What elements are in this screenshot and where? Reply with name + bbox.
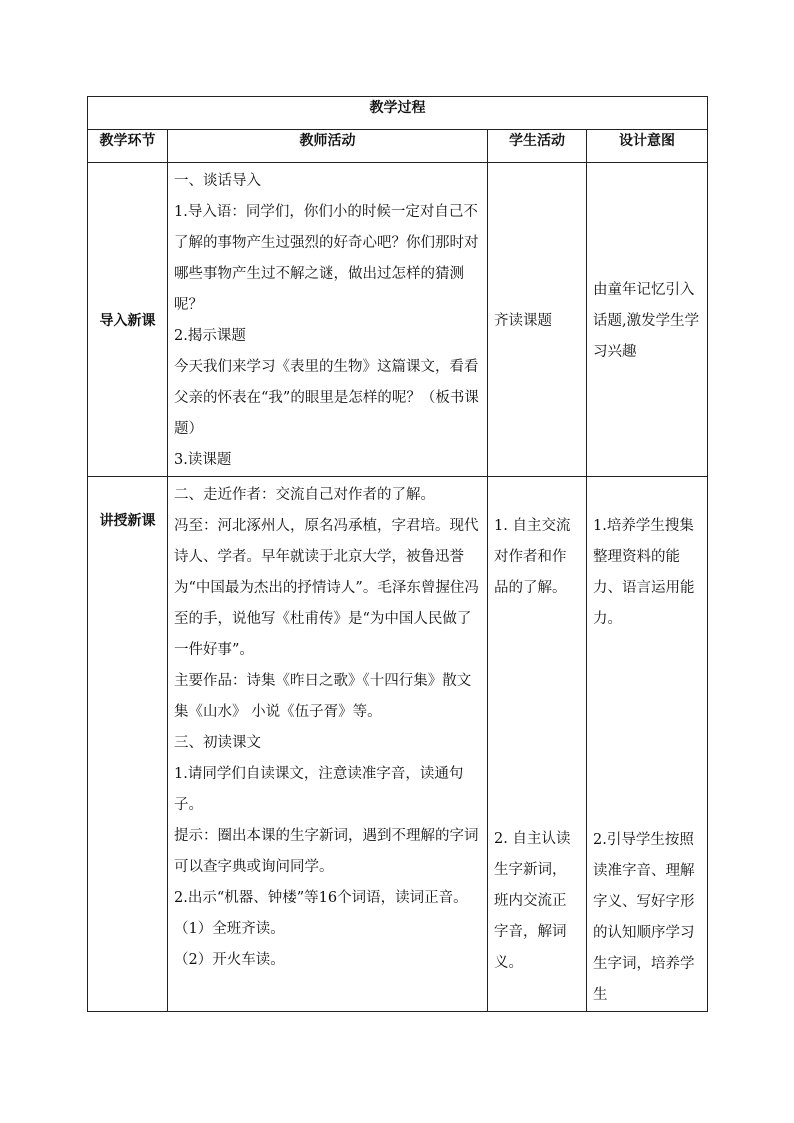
teacher-activity-cell (168, 163, 488, 477)
teacher-line: 一、谈话导入 (174, 173, 261, 189)
student-line: 1. 自主交流对作者和作品的了解。 (494, 518, 571, 596)
teacher-activity-cell (168, 477, 488, 1012)
teacher-line: （2）开火车读。 (174, 952, 285, 968)
spacer (494, 604, 580, 824)
teacher-line: 2.揭示课题 (174, 328, 246, 344)
teacher-line: 今天我们来学习《表里的生物》这篇课文，看看父亲的怀表在“我”的眼里是怎样的呢？（板书课题） (174, 359, 479, 437)
teacher-line: 1.请同学们自读课文，注意读准字音，读通句子。 (174, 766, 464, 813)
header-student-activity: 学生活动 (488, 130, 587, 163)
intent-line: 2.引导学生按照读准字音、理解字义、写好字形的认知顺序学习生字词，培养学生 (593, 832, 695, 1003)
spacer (593, 635, 701, 825)
intent-line: 1.培养学生搜集整理资料的能力、语言运用能力。 (593, 518, 695, 627)
table-row-intro (88, 163, 708, 477)
student-activity-cell (488, 163, 587, 477)
student-line: 齐读课题 (494, 312, 552, 329)
design-intent-cell (587, 477, 708, 1012)
teacher-line: 提示：圈出本课的生字新词，遇到不理解的字词可以查字典或询问同学。 (174, 828, 479, 875)
header-stage: 教学环节 (88, 130, 168, 163)
header-design-intent: 设计意图 (587, 130, 708, 163)
teacher-line: 1.导入语：同学们，你们小的时候一定对自己不了解的事物产生过强烈的好奇心吧？你们那时对哪些事物产生过不解之谜，做出过怎样的猜测呢？ (174, 204, 479, 313)
student-activity-cell (488, 477, 587, 1012)
stage-cell (88, 163, 168, 477)
table-title: 教学过程 (88, 97, 708, 130)
table-title-row (88, 97, 708, 130)
teacher-line: 主要作品：诗集《昨日之歌》《十四行集》散文集《山水》 小说《伍子胥》等。 (174, 673, 472, 720)
stage-label: 导入新课 (99, 312, 156, 329)
stage-cell (88, 477, 168, 1012)
teacher-line: 2.出示“机器、钟楼”等16个词语，读词正音。 (174, 890, 468, 906)
teacher-line: 三、初读课文 (174, 735, 261, 751)
table-row-new-lesson (88, 477, 708, 1012)
student-line: 2. 自主认读生字新词，班内交流正字音，解词义。 (494, 831, 571, 971)
design-intent-cell (587, 163, 708, 477)
teacher-line: 冯至：河北涿州人，原名冯承植，字君培。现代诗人、学者。早年就读于北京大学，被鲁迅誉为“中国最为杰出的抒情诗人”。毛泽东曾握住冯至的手，说他写《杜甫传》是“为中国人民做了一件好事”。 (174, 518, 479, 658)
teacher-line: （1）全班齐读。 (174, 921, 285, 937)
stage-label: 讲授新课 (99, 513, 156, 529)
teacher-line: 二、走近作者：交流自己对作者的了解。 (174, 487, 435, 503)
lesson-process-table (87, 96, 708, 1012)
table-header-row (88, 130, 708, 163)
header-teacher-activity: 教师活动 (168, 130, 488, 163)
intent-line: 由童年记忆引入话题,激发学生学习兴趣 (593, 281, 700, 360)
teacher-line: 3.读课题 (174, 452, 232, 468)
